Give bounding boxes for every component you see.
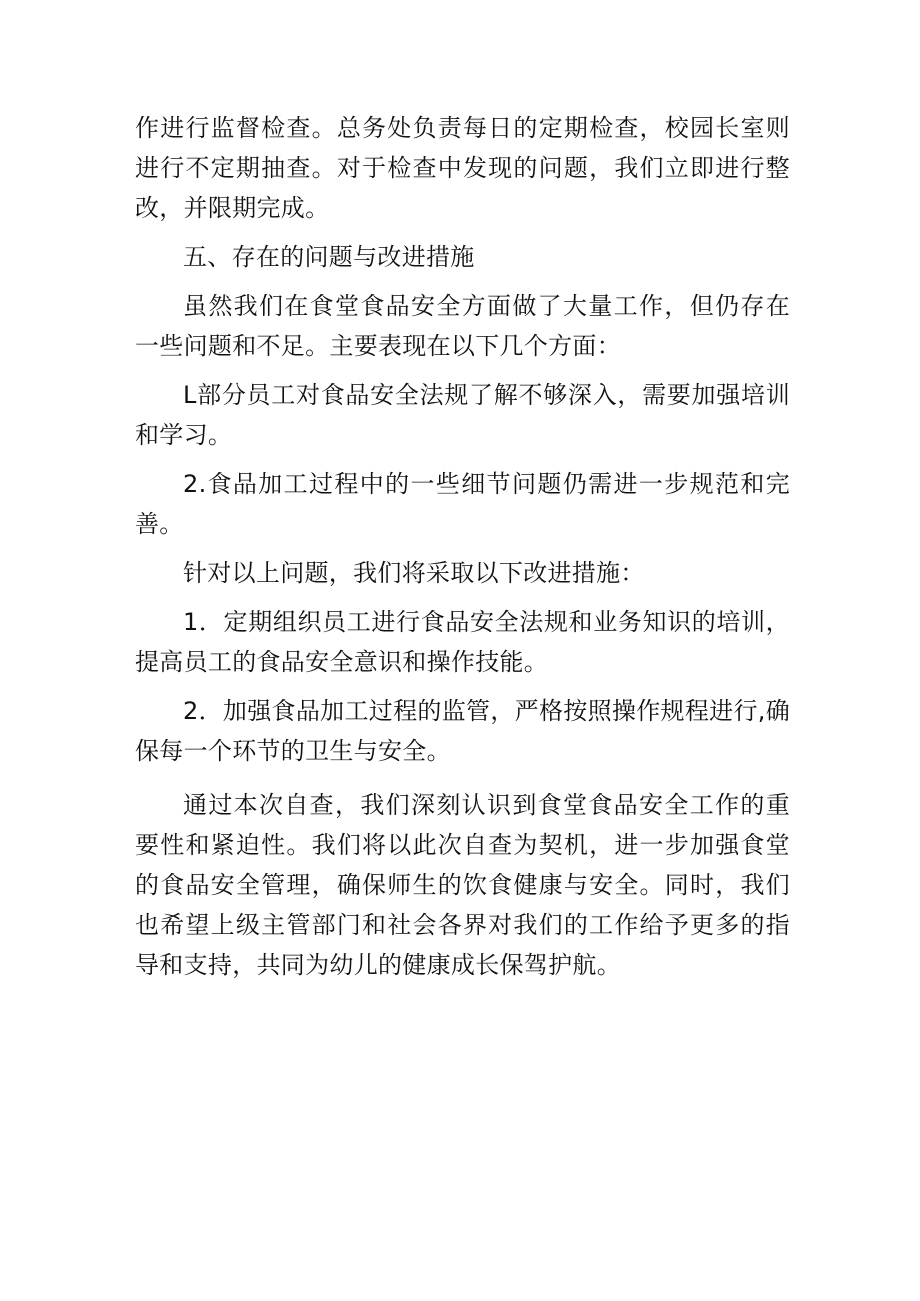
paragraph-conclusion: 通过本次自查，我们深刻认识到食堂食品安全工作的重要性和紧迫性。我们将以此次自查为契机，进一步加强食堂的食品安全管理，确保师生的饮食健康与安全。同时，我们也希望上级主管部门和社会各界对我们的工作给予更多的指导和支持，共同为幼儿的健康成长保驾护航。 [135,791,790,979]
section-heading: 五、存在的问题与改进措施 [183,243,475,271]
measures-intro: 针对以上问题，我们将采取以下改进措施： [183,559,645,587]
paragraph-intro: 虽然我们在食堂食品安全方面做了大量工作，但仍存在一些问题和不足。主要表现在以下几个方面： [135,292,790,360]
measure-item-1: 1．定期组织员工进行食品安全法规和业务知识的培训，提高员工的食品安全意识和操作技能。 [135,608,790,676]
paragraph-continuation: 作进行监督检查。总务处负责每日的定期检查，校园长室则进行不定期抽查。对于检查中发现的问题，我们立即进行整改，并限期完成。 [135,114,790,222]
issue-item-1: L部分员工对食品安全法规了解不够深入，需要加强培训和学习。 [135,381,790,449]
issue-item-2: 2.食品加工过程中的一些细节问题仍需进一步规范和完善。 [135,470,790,538]
measure-item-2: 2．加强食品加工过程的监管，严格按照操作规程进行,确保每一个环节的卫生与安全。 [135,697,790,765]
document-body [135,108,790,994]
